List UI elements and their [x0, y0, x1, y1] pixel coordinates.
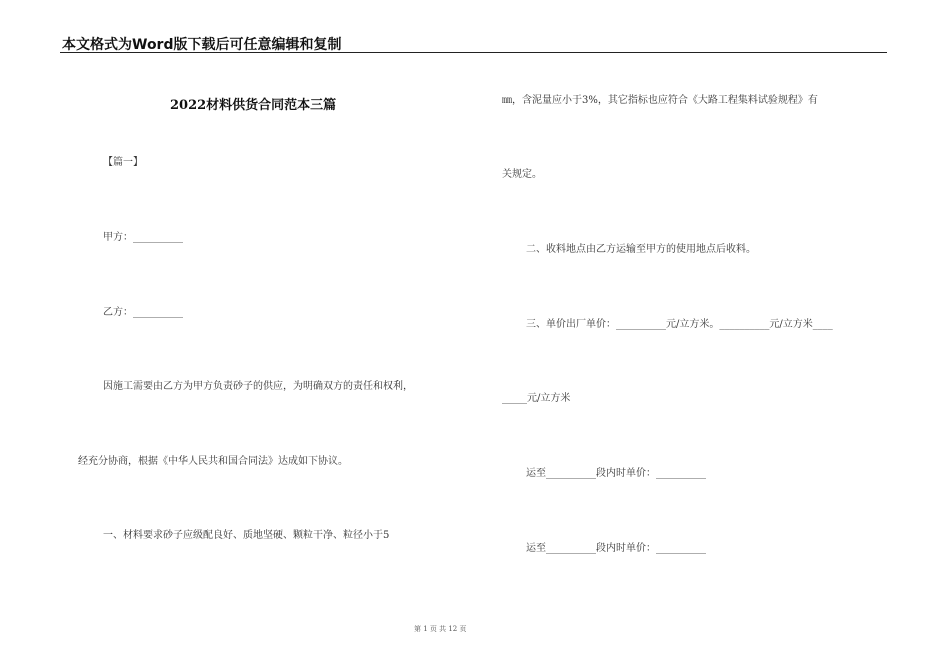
header-divider — [60, 52, 887, 53]
party-a-line: 甲方：__________ — [103, 232, 183, 243]
page-footer: 第 1 页 共 12 页 — [414, 625, 467, 633]
party-b-line: 乙方：__________ — [103, 307, 183, 318]
paragraph-line: 一、材料要求砂子应级配良好、质地坚硬、颗粒干净、粒径小于5 — [103, 530, 390, 541]
paragraph-line: 三、单价出厂单价：__________元/立方米。__________元/立方米____ — [526, 319, 833, 330]
paragraph-line: 运至__________段内时单价：__________ — [526, 543, 706, 554]
paragraph-line: 关规定。 — [502, 169, 542, 180]
paragraph-line: 运至__________段内时单价：__________ — [526, 468, 706, 479]
paragraph-line: 因施工需要由乙方为甲方负责砂子的供应，为明确双方的责任和权利， — [103, 381, 413, 392]
paragraph-line: ㎜，含泥量应小于3%，其它指标也应符合《大路工程集料试验规程》有 — [502, 95, 818, 106]
page-header-text: 本文格式为Word版下载后可任意编辑和复制 — [62, 37, 342, 53]
paragraph-line: _____元/立方米 — [502, 393, 571, 404]
document-title: 2022材料供货合同范本三篇 — [170, 98, 337, 113]
paragraph-line: 经充分协商，根据《中华人民共和国合同法》达成如下协议。 — [78, 456, 348, 467]
section-label: 【篇一】 — [103, 157, 143, 168]
paragraph-line: 二、收料地点由乙方运输至甲方的使用地点后收料。 — [526, 244, 756, 255]
